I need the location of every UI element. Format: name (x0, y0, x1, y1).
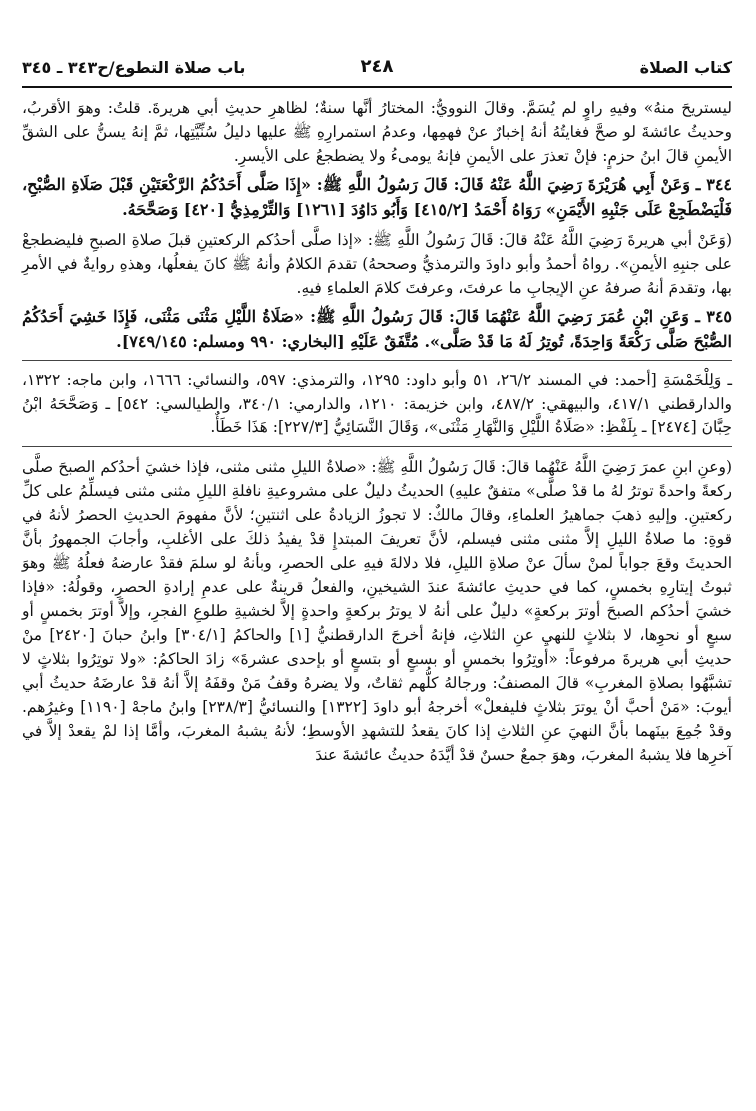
page-number: ٢٤٨ (360, 56, 394, 77)
commentary-paragraph: ليستريحَ منهُ» وفيهِ راوٍ لم يُسَمَّ. وقالَ النوويُّ: المختارُ أنَّها سنةٌ؛ لظاهرِ حديثِ أبي هريرةَ. قلتُ: وهوَ الأقربُ، وحديثُ عائشةَ لو صحَّ فغايتُهُ أنهُ إخبارٌ عنْ فهمِها، وعدمُ استمرارِهِ ﷺ عليها دليلُ سُنِّيَّتِها، ثمَّ إنهُ يسنُّ على الشقِّ الأيمنِ قالَ ابنُ حزمٍ: فإنْ تعذرَ على الأيمنِ فإنهُ يومىءُ ولا يضطجعُ على الأيسرِ. (22, 99, 732, 165)
page-header (22, 54, 732, 88)
divider (22, 446, 732, 447)
hadith-345-text: ٣٤٥ ـ وَعَنِ ابْنِ عُمَرَ رَضِيَ اللَّهُ عَنْهُمَا قَالَ: قَالَ رَسُولُ اللَّهِ ﷺ: «صَلَاةُ اللَّيْلِ مَثْنَى مَثْنَى، فَإِذَا خَشِيَ أَحَدُكُمُ الصُّبْحَ صَلَّى رَكْعَةً وَاحِدَةً، تُوتِرُ لَهُ مَا قَدْ صَلَّى». مُتَّفَقٌ عَلَيْهِ [البخاري: ٩٩٠ ومسلم: ٧٤٩/١٤٥]. (22, 307, 733, 351)
hadith-344-text: ٣٤٤ ـ وَعَنْ أَبِي هُرَيْرَةَ رَضِيَ اللَّهُ عَنْهُ قَالَ: قَالَ رَسُولُ اللَّهِ ﷺ: «إِذَا صَلَّى أَحَدُكُمُ الرَّكْعَتَيْنِ قَبْلَ صَلَاةِ الصُّبْحِ، فَلْيَضْطَجِعْ عَلَى جَنْبِهِ الأَيْمَنِ» رَوَاهُ أَحْمَدُ [٤١٥/٢] وَأَبُو دَاوُدَ [١٢٦١] وَالتِّرْمِذِيُّ [٤٢٠] وَصَحَّحَهُ. (22, 175, 732, 219)
hadith-345-commentary: (وعنِ ابنِ عمرَ رَضِيَ اللَّهُ عَنْهُما قالَ: قَالَ رَسُولُ اللَّهِ ﷺ: «صلاةُ الليلِ مثنى مثنى، فإذا خشيَ أحدُكم الصبحَ صلَّى ركعةً واحدةً توترُ لهُ ما قدْ صلَّى» متفقٌ عليهِ) الحديثُ دليلٌ على مشروعيةِ نافلةِ الليلِ مثنى مثنى فيسلِّمُ على كلِّ ركعتينِ. وإليهِ ذهبَ جماهيرُ العلماءِ، وقالَ مالكٌ: لا تجوزُ الزيادةُ على اثنتينِ؛ لأنَّ مفهومَ الحديثِ الحصرُ لأنهُ في قوةِ: ما صلاةُ الليلِ إلاَّ مثنى مثنى فيسلم، لأنَّ تعريفَ المبتدإِ قدْ يفيدُ ذلكَ على الأغلبِ، وأجابَ الجمهورُ بأنَّ الحديثَ وقعَ جواباً لمنْ سألَ عنْ صلاةِ الليلِ، فلا دلالةَ فيهِ على الحصرِ، وبأنهُ لو سلمَ فقدْ عارضهُ فعلُهُ ﷺ وهوَ ثبوتُ إيتارِهِ بخمسٍ، كما في حديثِ عائشةَ عندَ الشيخينِ، والفعلُ قرينةٌ على عدمِ إرادةِ الحصرِ، وقولُهُ: «فإذا خشيَ أحدُكم الصبحَ أوترَ بركعةٍ» دليلٌ على أنهُ لا يوترُ بركعةٍ واحدةٍ إلاَّ لخشيةِ طلوعِ الفجرِ، وإلاَّ أوترَ بخمسٍ أو سبعٍ أو نحوِها، لا بثلاثٍ للنهيِ عنِ الثلاثِ، فإنهُ أخرجَ الدارقطنيُّ [١] والحاكمُ [٣٠٤/١] وابنُ حبانَ [٢٤٢٠] منْ حديثِ أبي هريرةَ مرفوعاً: «أوتِرُوا بخمسٍ أو بسبعٍ أو بتسعٍ أو بإحدى عشرةَ» زادَ الحاكمُ: «ولا توتِرُوا بثلاثٍ لا تشبَّهُوا بصلاةِ المغربِ» قالَ المصنفُ: ورجالهُ كلُّهم ثقاتٌ، ولا يضرهُ وقفُ مَنْ وقفَهُ إلاَّ أنهُ قدْ عارضَهُ حديثُ أبي أيوبَ: «مَنْ أحبَّ أنْ يوترَ بثلاثٍ فليفعلْ» أخرجهُ أبو داودَ [١٣٢٢] والنسائيُّ [٢٣٨/٣] وابنُ ماجهْ [١١٩٠] وغيرُهم. وقدْ جُمِعَ بينَهما بأنَّ النهيَ عنِ الثلاثِ إذا كانَ يقعدُ للتشهدِ الأوسطِ؛ لأنهُ يشبهُ المغربَ، وأمَّا إذا لمْ يقعدْ إلاَّ في آخرِها فلا يشبهُ المغربَ، وهوَ جمعٌ حسنٌ قدْ أيَّدَهُ حديثُ عائشةَ عندَ (22, 457, 733, 764)
hadith-345-sources: ـ وَلِلْخَمْسَةِ [أحمد: في المسند ٢٦/٢، ٥١ وأبو داود: ١٢٩٥، والترمذي: ٥٩٧، والنسائي: ١٦٦٦، وابن ماجه: ١٣٢٢، والدارقطني ٤١٧/١، والبيهقي: ٤٨٧/٢، وابن خزيمة: ١٢١٠، والدارمي: ٣٤٠/١، والطيالسي: ٥٤٢] ـ وَصَحَّحَهُ ابْنُ حِبَّانَ [٢٤٧٤] ـ بِلَفْظِ: «صَلَاةُ اللَّيْلِ وَالنَّهَارِ مَثْنَى»، وَقَالَ النَّسَائِيُّ [٢٢٧/٣]: هَذَا خَطَأٌ. (22, 371, 733, 436)
book-title: كتاب الصلاة (639, 58, 732, 77)
divider (22, 360, 732, 361)
hadith-344-commentary: (وَعَنْ أبي هريرةَ رَضِيَ اللَّهُ عَنْهُ قالَ: قَالَ رَسُولُ اللَّهِ ﷺ: «إذا صلَّى أحدُكم الركعتينِ قبلَ صلاةِ الصبحِ فليضطجعْ على جنبِهِ الأيمنِ». رواهُ أحمدُ وأبو داودَ والترمذيُّ وصححهُ) تقدمَ الكلامُ وأنهُ ﷺ كانَ يفعلُها، وهذهِ روايةٌ في الأمرِ بها، وتقدمَ أنهُ صرفهُ عنِ الإيجابِ ما عرفتَ، وعرفتَ كلامَ العلماءِ فيهِ. (22, 231, 732, 297)
chapter-title: باب صلاة التطوع/ح٣٤٣ ـ ٣٤٥ (22, 58, 246, 77)
page-body (22, 96, 732, 771)
